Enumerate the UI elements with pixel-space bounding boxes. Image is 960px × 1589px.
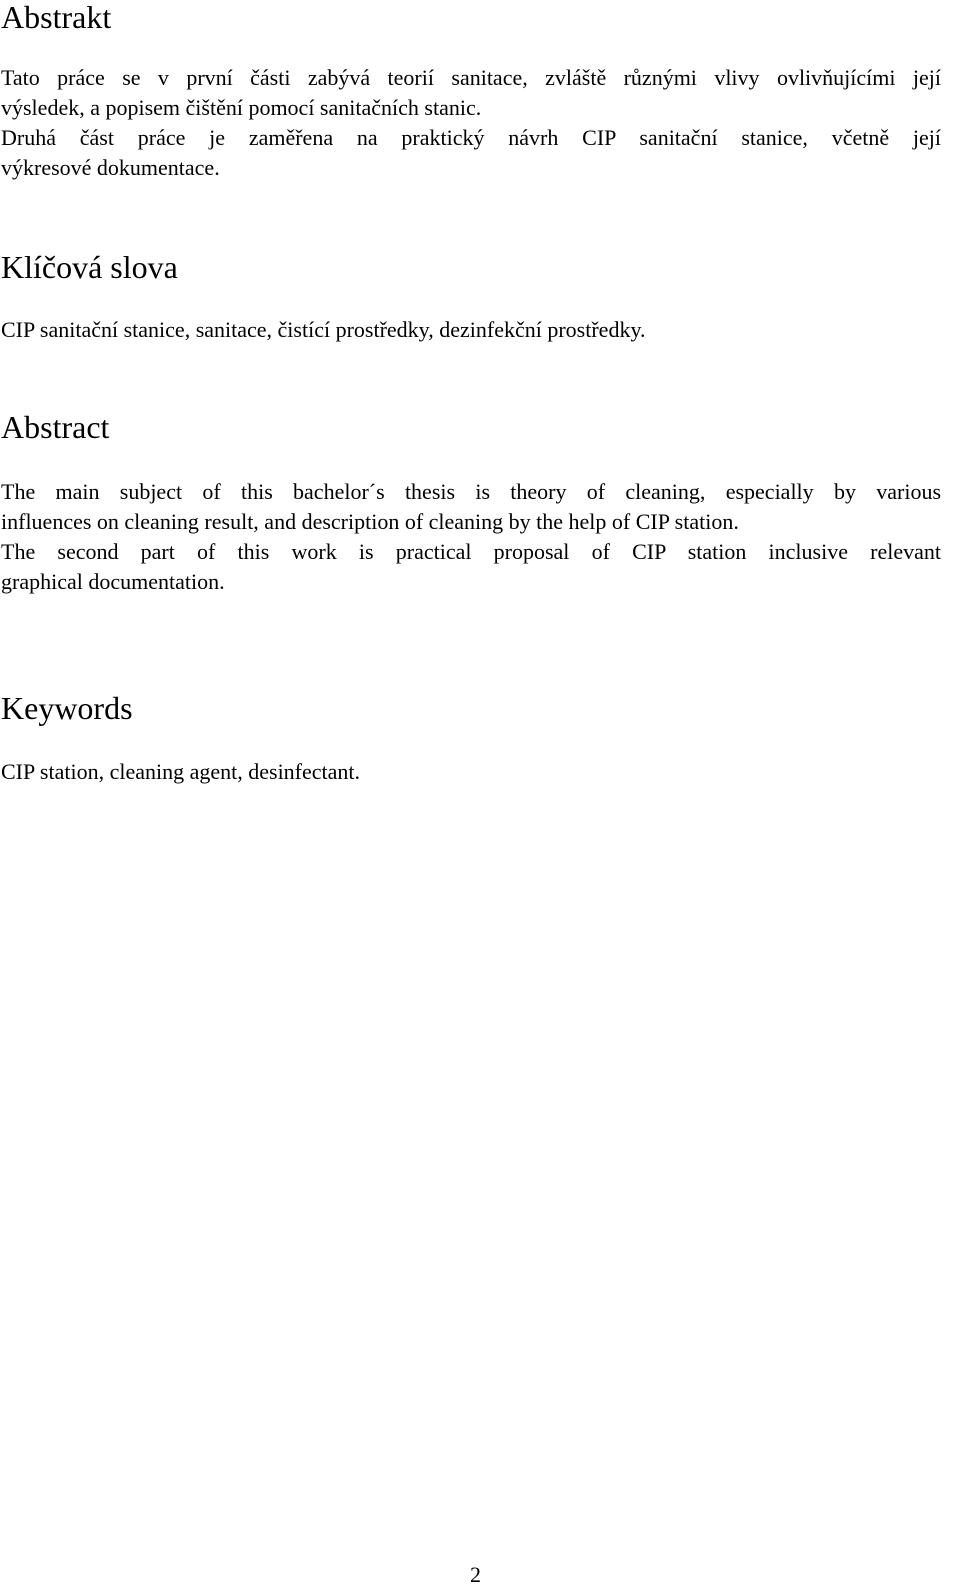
abstrakt-paragraph <box>1 63 941 183</box>
keywords-heading: Keywords <box>1 690 133 726</box>
abstrakt-line-4: výkresové dokumentace. <box>1 155 220 180</box>
page-number: 2 <box>470 1562 481 1587</box>
abstract-line-1: The main subject of this bachelor´s thesis is theory of cleaning, especially by various <box>1 479 941 504</box>
keywords-text: CIP station, cleaning agent, desinfectant. <box>1 759 361 784</box>
klicova-slova-text: CIP sanitační stanice, sanitace, čistící prostředky, dezinfekční prostředky. <box>1 317 646 342</box>
abstract-heading: Abstract <box>1 409 110 445</box>
abstract-line-2: influences on cleaning result, and description of cleaning by the help of CIP station. <box>1 509 739 534</box>
abstrakt-heading: Abstrakt <box>1 0 112 35</box>
klicova-slova-heading: Klíčová slova <box>1 249 178 285</box>
abstract-paragraph <box>1 477 941 597</box>
abstract-line-4: graphical documentation. <box>1 569 225 594</box>
abstrakt-line-3: Druhá část práce je zaměřena na praktický návrh CIP sanitační stanice, včetně její <box>1 125 941 150</box>
abstrakt-line-1: Tato práce se v první části zabývá teorií sanitace, zvláště různými vlivy ovlivňujícími její <box>1 65 941 90</box>
abstract-line-3: The second part of this work is practical proposal of CIP station inclusive relevant <box>1 539 941 564</box>
abstrakt-line-2: výsledek, a popisem čištění pomocí sanitačních stanic. <box>1 95 482 120</box>
